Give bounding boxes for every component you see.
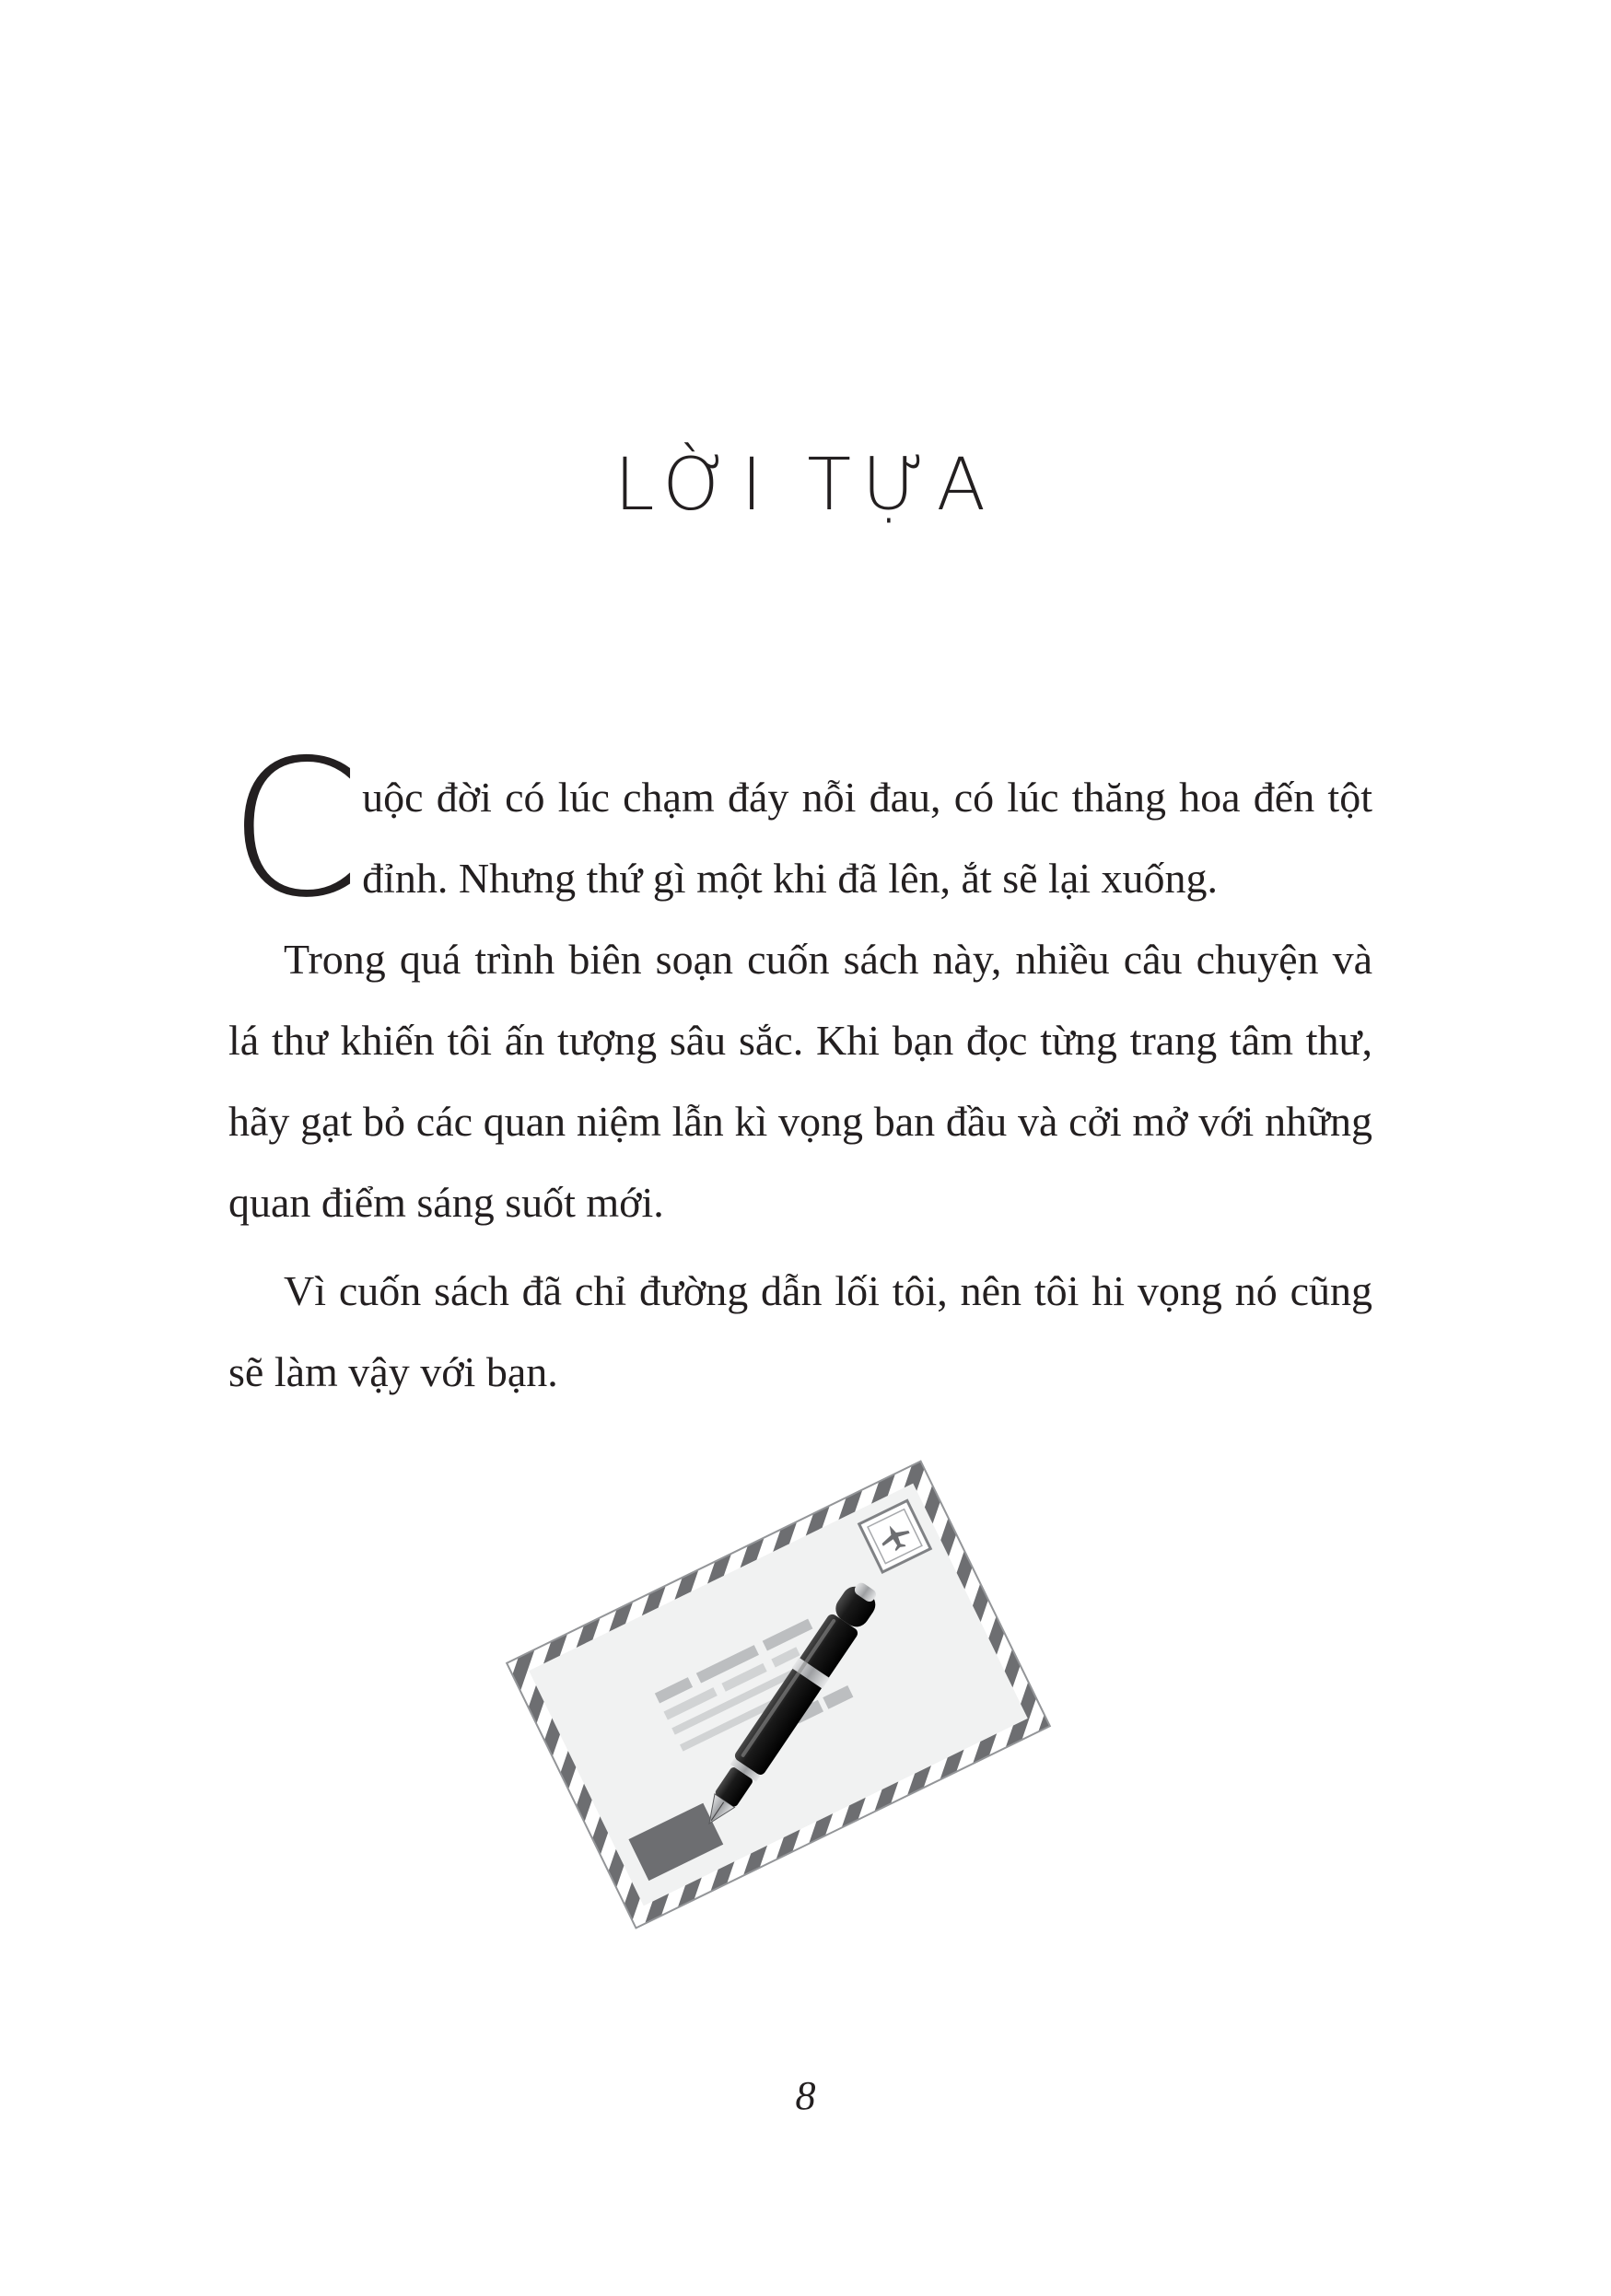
paragraph-1-text: uộc đời có lúc chạm đáy nỗi đau, có lúc thăng hoa đến tột đỉnh. Nhưng thứ gì một khi đã lên, ắt sẽ lại xuống.: [362, 774, 1372, 902]
envelope-icon: [502, 1455, 1055, 1934]
page-title: LỜI TỰA: [614, 444, 997, 527]
paragraph-2: Trong quá trình biên soạn cuốn sách này, nhiều câu chuyện và lá thư khiến tôi ấn tượng sâu sắc. Khi bạn đọc từng trang tâm thư, hãy gạt bỏ các quan niệm lẫn kì vọng ban đầu và cởi mở với những quan điểm sáng suốt mới.: [228, 936, 1372, 1226]
preface-body: [228, 720, 1372, 1420]
paragraph-1: [228, 720, 1372, 939]
envelope-pen-illustration: [502, 1455, 1055, 1934]
page-number: 8: [795, 2073, 816, 2118]
drop-cap: C: [228, 720, 361, 939]
paragraph-3: Vì cuốn sách đã chỉ đường dẫn lối tôi, nên tôi hi vọng nó cũng sẽ làm vậy với bạn.: [228, 1267, 1372, 1395]
